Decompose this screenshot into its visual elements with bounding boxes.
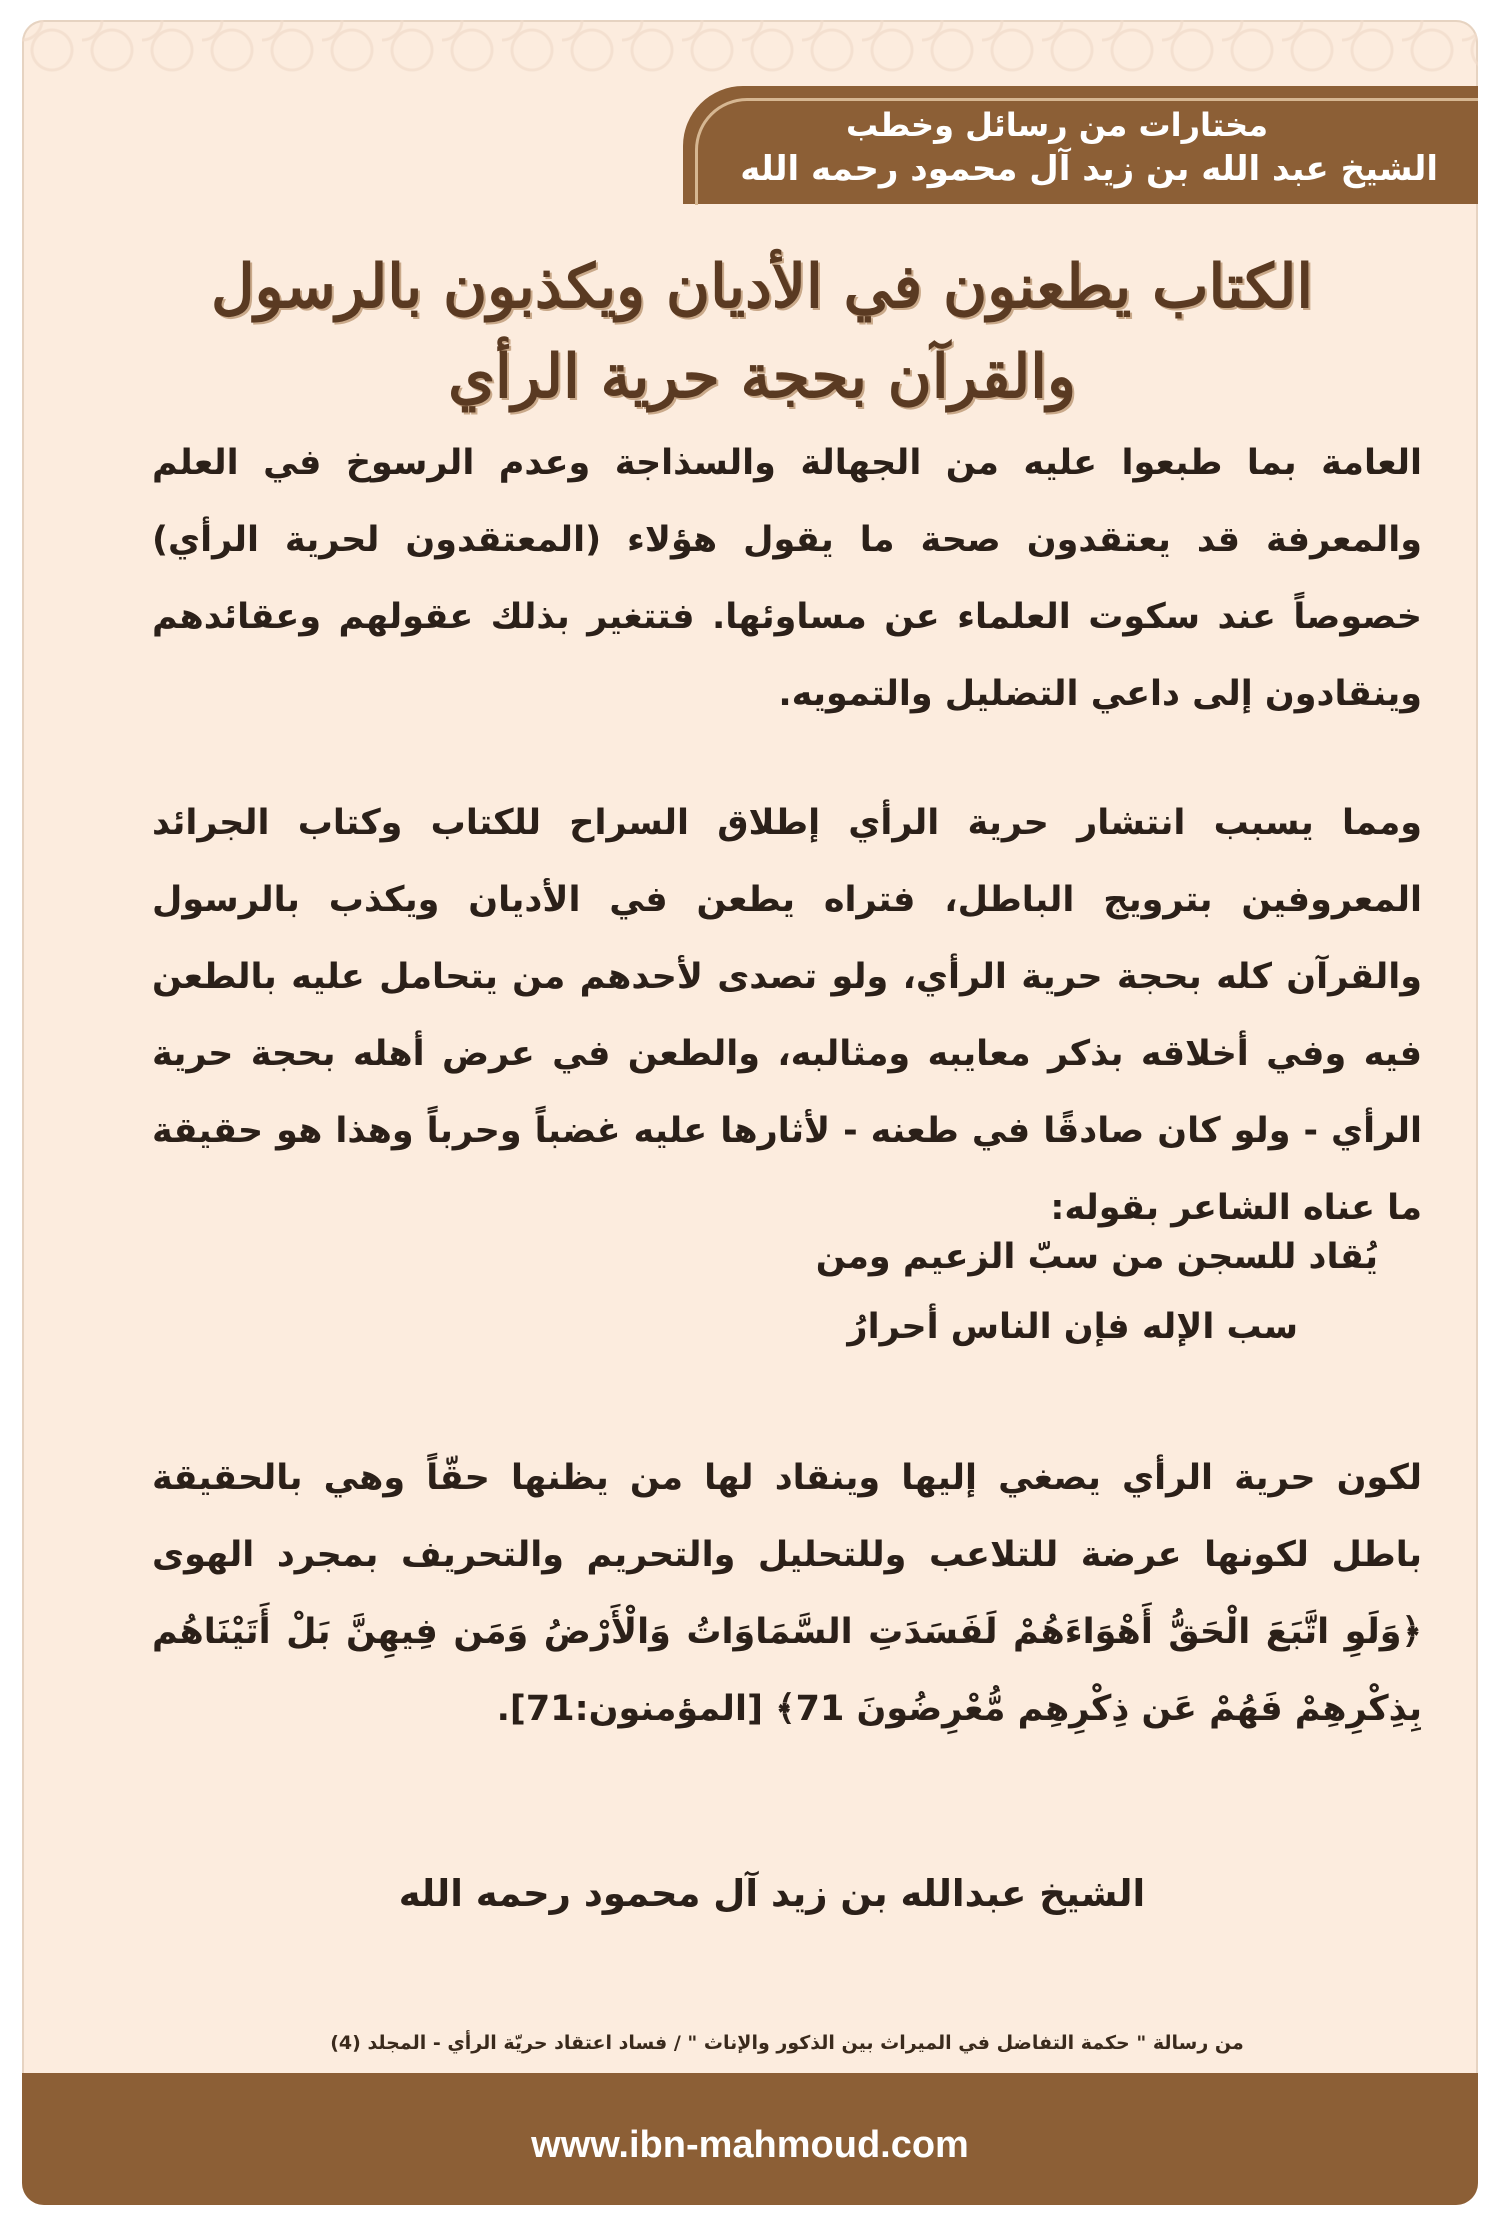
- series-header-line2: الشيخ عبد الله بن زيد آل محمود رحمه الله: [740, 149, 1438, 189]
- website-link[interactable]: www.ibn-mahmoud.com: [531, 2124, 969, 2166]
- series-header: [718, 104, 1438, 192]
- paragraph-3: لكون حرية الرأي يصغي إليها وينقاد لها من يظنها حقّاً وهي بالحقيقة باطل لكونها عرضة للتلاعب وللتحليل والتحريم والتحريف بمجرد الهوى ﴿وَلَوِ اتَّبَعَ الْحَقُّ أَهْوَاءَهُمْ لَفَسَدَتِ السَّمَاوَاتُ وَالْأَرْضُ وَمَن فِيهِنَّ بَلْ أَتَيْنَاهُم بِذِكْرِهِمْ فَهُمْ عَن ذِكْرِهِم مُّعْرِضُونَ 71﴾ [المؤمنون:71].: [152, 1458, 1422, 1729]
- author-signature: الشيخ عبدالله بن زيد آل محمود رحمه الله: [398, 1872, 1146, 1915]
- poem-verse-2: سب الإله فإن الناس أحرارُ: [847, 1307, 1298, 1347]
- series-header-line1: مختارات من رسائل وخطب: [845, 106, 1268, 144]
- page-frame: [22, 20, 1478, 2205]
- poem-verse-1: يُقاد للسجن من سبّ الزعيم ومن: [815, 1237, 1378, 1277]
- paragraph-2: ومما يسبب انتشار حرية الرأي إطلاق السراح للكتاب وكتاب الجرائد المعروفين بترويج الباطل، فتراه يطعن في الأديان ويكذب بالرسول والقرآن كله بحجة حرية الرأي، ولو تصدى لأحدهم من يتحامل عليه بالطعن فيه وفي أخلاقه بذكر معايبه ومثالبه، والطعن في عرض أهله بحجة حرية الرأي - ولو كان صادقًا في طعنه - لأثارها عليه غضباً وحرباً وهذا هو حقيقة ما عناه الشاعر بقوله:: [152, 803, 1422, 1228]
- article-title: الكتاب يطعنون في الأديان ويكذبون بالرسول والقرآن بحجة حرية الرأي: [210, 252, 1314, 412]
- paragraph-1: العامة بما طبعوا عليه من الجهالة والسذاجة وعدم الرسوخ في العلم والمعرفة قد يعتقدون صحة ما يقول هؤلاء (المعتقدون لحرية الرأي) خصوصاً عند سكوت العلماء عن مساوئها. فتتغير بذلك عقولهم وعقائدهم وينقادون إلى داعي التضليل والتمويه.: [152, 443, 1422, 714]
- footer-band: [22, 2073, 1478, 2205]
- source-citation: من رسالة " حكمة التفاضل في الميراث بين الذكور والإناث " / فساد اعتقاد حريّة الرأي - المجلد (4): [330, 2032, 1244, 2054]
- decorative-pattern: [22, 20, 1478, 80]
